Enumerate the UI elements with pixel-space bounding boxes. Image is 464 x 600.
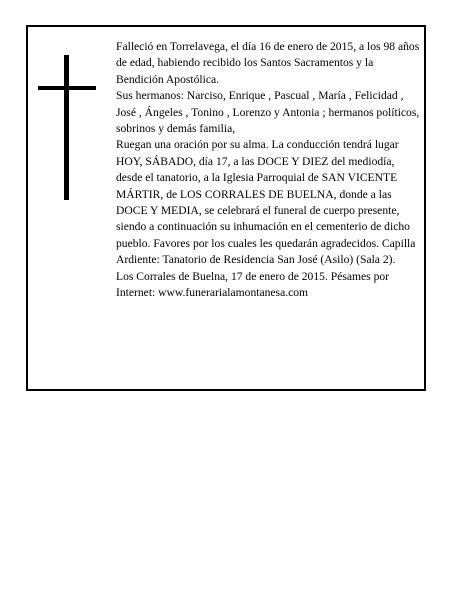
funeral-details: Ruegan una oración por su alma. La conducción tendrá lugar HOY, SÁBADO, día 17, a las DOCE Y DIEZ del mediodía, desde el tanatorio, a la Iglesia Parroquial de SAN VICENTE MÁRTIR, de LOS CORRALES DE BUELNA, donde a las DOCE Y MEDIA, se celebrará el funeral de cuerpo presente, siendo a continuación su inhumación en el cementerio de dicho pueblo. Favores por los cuales les quedarán agradecidos. Capilla Ardiente: Tanatorio de Residencia San José (Asilo) (Sala 2). [116, 138, 416, 267]
cross-horizontal-bar [38, 86, 96, 90]
cross-vertical-bar [64, 55, 69, 200]
obituary-text [116, 39, 420, 302]
death-announcement: Falleció en Torrelavega, el día 16 de enero de 2015, a los 98 años de edad, habiendo recibido los Santos Sacramentos y la Bendición Apostólica. [116, 40, 420, 86]
family-list: Sus hermanos: Narciso, Enrique , Pascual , María , Felicidad , José , Ángeles , Tonino , Lorenzo y Antonia ; hermanos políticos, sobrinos y demás familia, [116, 89, 420, 136]
latin-cross-icon [38, 55, 98, 200]
obituary-notice [26, 25, 426, 391]
place-date-condolences: Los Corrales de Buelna, 17 de enero de 2015. Pésames por Internet: www.funerarialamontanesa.com [116, 269, 390, 300]
